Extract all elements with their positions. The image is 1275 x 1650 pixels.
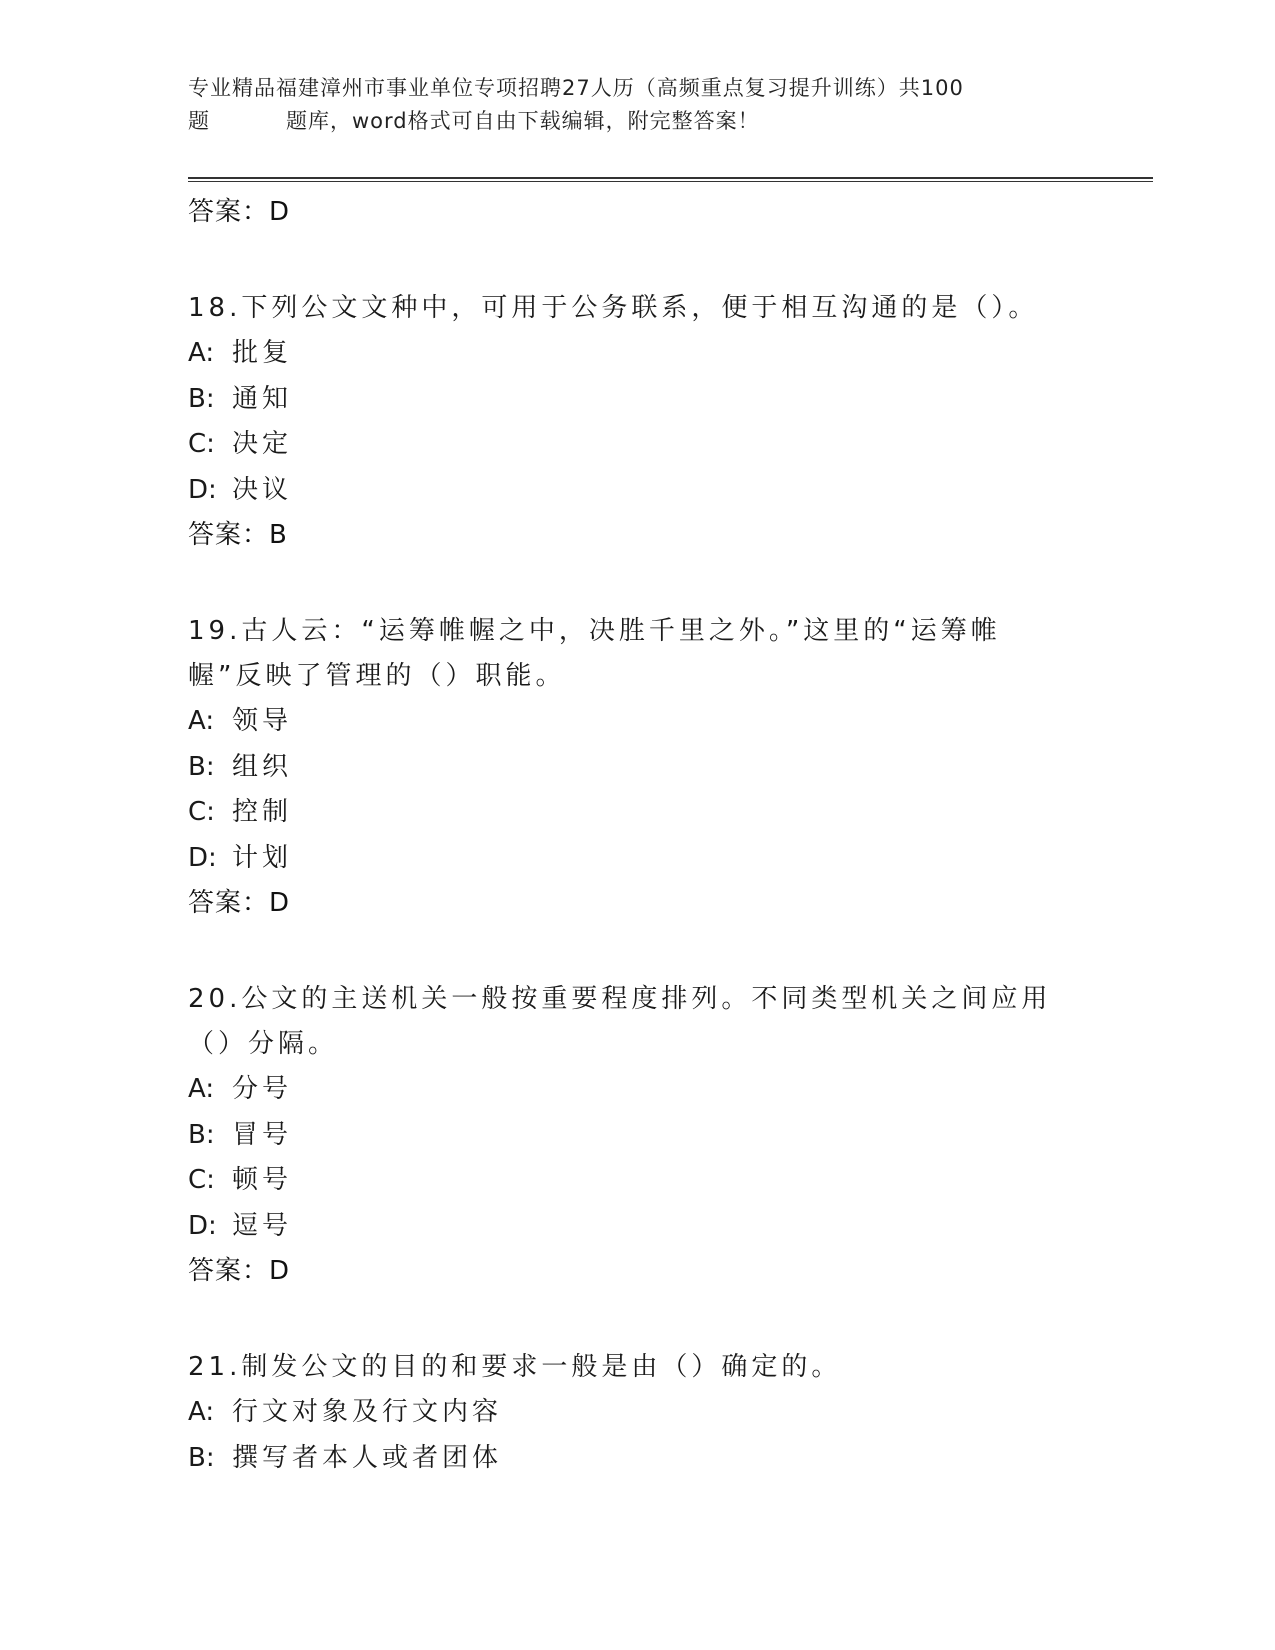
option-b — [188, 1436, 1088, 1482]
block-spacer — [188, 925, 1088, 977]
option-d — [188, 468, 1088, 514]
question-text: 18.下列公文文种中，可用于公务联系，便于相互沟通的是（）。 — [188, 293, 1039, 323]
option-letter: B: — [188, 383, 215, 414]
option-text: 撰写者本人或者团体 — [232, 1442, 503, 1473]
header-line-1: 专业精品福建漳州市事业单位专项招聘27人历（高频重点复习提升训练）共100 — [188, 76, 964, 100]
option-letter: C: — [188, 429, 215, 459]
option-a — [188, 1390, 1088, 1436]
header-rule-thick — [188, 177, 1153, 179]
option-d — [188, 1204, 1088, 1250]
block-spacer — [188, 234, 1088, 286]
option-letter: C: — [188, 797, 215, 827]
option-letter: B: — [188, 751, 215, 782]
option-letter: A: — [188, 1074, 215, 1104]
option-letter: D: — [188, 1210, 217, 1241]
answer-line: 答案：D — [188, 888, 291, 918]
option-letter: D: — [188, 842, 217, 873]
option-text: 行文对象及行文内容 — [232, 1397, 503, 1427]
option-c — [188, 422, 1088, 468]
option-a — [188, 699, 1088, 745]
option-text: 批复 — [232, 338, 293, 368]
block-spacer — [188, 557, 1088, 609]
header-line-2 — [188, 105, 1088, 138]
question-block-19 — [188, 609, 1088, 925]
option-letter: B: — [188, 1119, 215, 1150]
option-text: 通知 — [232, 383, 293, 414]
option-letter: D: — [188, 474, 217, 505]
option-b — [188, 745, 1088, 791]
option-c — [188, 790, 1088, 836]
option-text: 决定 — [232, 429, 293, 459]
question-text: 19.古人云：“运筹帷幄之中，决胜千里之外。”这里的“运筹帷幄”反映了管理的（）职能。 — [188, 616, 1001, 691]
header-line-2-prefix: 题 — [188, 109, 210, 133]
answer-line: 答案：B — [188, 520, 288, 550]
answer-line: 答案：D — [188, 1256, 291, 1286]
option-text: 计划 — [232, 842, 293, 873]
option-text: 顿号 — [232, 1165, 293, 1195]
question-text: 20.公文的主送机关一般按重要程度排列。不同类型机关之间应用（）分隔。 — [188, 984, 1052, 1059]
option-a — [188, 1067, 1088, 1113]
document-header — [188, 72, 1088, 138]
block-spacer — [188, 1293, 1088, 1345]
question-block-20 — [188, 977, 1088, 1293]
option-text: 决议 — [232, 474, 293, 505]
option-letter: C: — [188, 1165, 215, 1195]
option-letter: A: — [188, 338, 215, 368]
header-line-2-text: 题库，word格式可自由下载编辑，附完整答案！ — [286, 109, 760, 133]
option-text: 领导 — [232, 706, 293, 736]
option-b — [188, 1113, 1088, 1159]
header-rule-thin — [188, 181, 1153, 182]
option-letter: A: — [188, 1397, 215, 1427]
option-d — [188, 836, 1088, 882]
option-text: 逗号 — [232, 1210, 293, 1241]
option-letter: A: — [188, 706, 215, 736]
question-block-18 — [188, 286, 1088, 557]
option-text: 组织 — [232, 751, 293, 782]
option-text: 冒号 — [232, 1119, 293, 1150]
answer-line: 答案：D — [188, 197, 291, 227]
option-a — [188, 331, 1088, 377]
option-letter: B: — [188, 1442, 215, 1473]
option-c — [188, 1158, 1088, 1204]
option-b — [188, 377, 1088, 423]
option-text: 分号 — [232, 1074, 293, 1104]
document-body — [188, 190, 1088, 1481]
question-text: 21.制发公文的目的和要求一般是由（）确定的。 — [188, 1352, 842, 1382]
option-text: 控制 — [232, 797, 293, 827]
question-block-21 — [188, 1345, 1088, 1481]
